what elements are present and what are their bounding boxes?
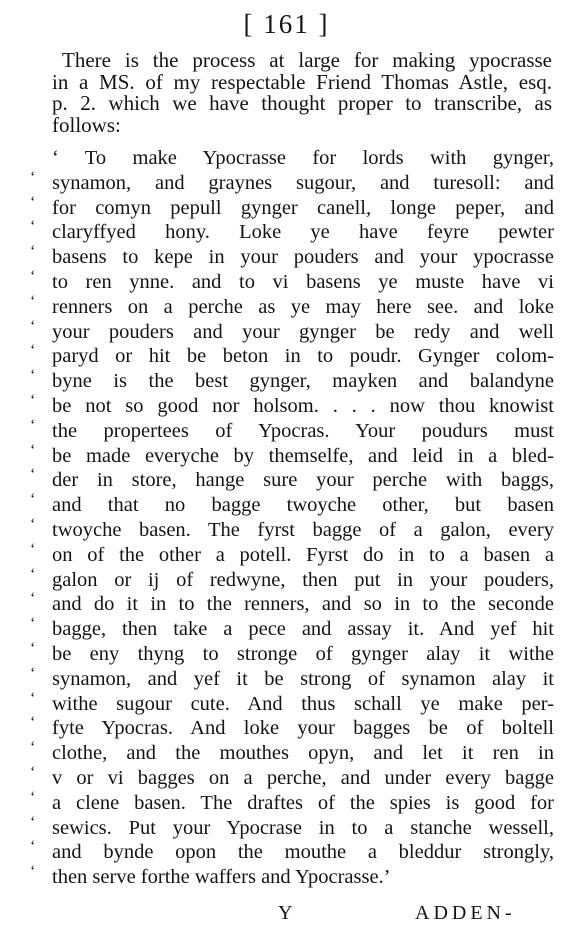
quotation-mark: ‘ [30, 739, 36, 757]
quotation-mark: ‘ [30, 292, 36, 310]
quote-line-text: withe sugour cute. And thus schall ye make per- [52, 692, 554, 715]
quotation-mark: ‘ [30, 441, 36, 459]
quote-line-text: paryd or hit be beton in to poudr. Gynger colom- [52, 345, 554, 368]
quote-line [30, 664, 554, 692]
quote-line-text: be eny thyng to stronge of gynger alay it withe [52, 642, 554, 665]
signature-mark: Y [278, 902, 293, 924]
intro-line: p. 2. which we have thought proper to transcribe, as [52, 91, 552, 116]
quote-line [30, 267, 554, 295]
quote-line-text: and bynde opon the mouthe a bleddur strongly, [52, 841, 554, 864]
quote-line-text: on of the other a potell. Fyrst do in to a basen a [52, 543, 554, 566]
quote-line [30, 243, 554, 270]
quotation-mark: ‘ [30, 639, 36, 657]
quote-line [30, 739, 554, 766]
quote-line-text: to ren ynne. and to vi basens ye muste have vi [52, 270, 554, 293]
quote-line-text: be not so good nor holsom. . . . now thou knowist [52, 394, 554, 417]
quote-line-text: byne is the best gynger, mayken and balandyne [52, 370, 554, 393]
quote-line-text: and do it in to the renners, and so in to the seconde [52, 593, 554, 616]
catchword: ADDEN- [415, 902, 516, 924]
quote-line [30, 540, 554, 568]
quote-line-text: sewics. Put your Ypocrase in to a stanche wessell, [52, 816, 554, 839]
quotation-mark: ‘ [30, 243, 36, 261]
quote-line-text: v or vi bagges on a perche, and under every bagge [52, 766, 554, 789]
quotation-mark: ‘ [30, 218, 36, 236]
quote-line-text: the propertees of Ypocras. Your poudurs must [52, 419, 554, 442]
quotation-mark: ‘ [30, 540, 36, 558]
quotation-mark: ‘ [30, 714, 36, 732]
quote-line [30, 565, 554, 593]
quote-line [30, 168, 554, 196]
quote-line-text: ‘ To make Ypocrasse for lords with gynger, [52, 147, 554, 169]
quote-line [30, 441, 554, 469]
quote-line [30, 615, 554, 642]
quote-line [30, 515, 554, 543]
page-number: [ 161 ] [243, 9, 330, 39]
quotation-mark: ‘ [30, 763, 36, 781]
quote-line [30, 788, 554, 816]
quote-line [30, 639, 554, 667]
quotation-mark: ‘ [30, 391, 36, 409]
quotation-mark: ‘ [30, 664, 36, 682]
quotation-mark: ‘ [30, 267, 36, 285]
quotation-mark: ‘ [30, 367, 36, 385]
quote-line [30, 838, 554, 865]
intro-line: There is the process at large for making ypocrasse [62, 48, 552, 72]
quotation-mark: ‘ [30, 813, 36, 831]
quote-line-text: synamon, and yef it be strong of synamon alay it [52, 667, 554, 690]
quotation-mark: ‘ [30, 342, 36, 360]
quote-line-text: and that no bagge twoyche other, but basen [52, 494, 554, 517]
quote-line-text: be made everyche by themselfe, and leid in a bled- [52, 444, 554, 467]
quotation-mark: ‘ [30, 193, 36, 211]
quote-line-text: bagge, then take a pece and assay it. And yef hit [52, 618, 554, 641]
quote-line-text: synamon, and graynes sugour, and turesoll: and [52, 171, 554, 194]
quotation-mark: ‘ [30, 838, 36, 856]
quote-line [30, 292, 554, 320]
quote-line [30, 342, 554, 369]
quote-line [30, 863, 554, 890]
quote-line-text: der in store, hange sure your perche with baggs, [52, 469, 554, 492]
quotation-mark: ‘ [30, 788, 36, 806]
quotation-mark: ‘ [30, 168, 36, 186]
quote-line-text: basens to kepe in your pouders and your ypocrasse [52, 246, 554, 269]
quote-line-text: galon or ij of redwyne, then put in your pouders, [52, 568, 554, 591]
quote-line [40, 146, 554, 171]
quote-line [30, 193, 554, 221]
quote-line-text: clothe, and the mouthes opyn, and let it ren in [52, 742, 554, 765]
quotation-mark: ‘ [30, 615, 36, 633]
quote-line-text: renners on a perche as ye may here see. and loke [52, 295, 554, 318]
quoted-recipe [30, 146, 554, 890]
quote-line-text: fyte Ypocras. And loke your bagges be of boltell [52, 717, 554, 740]
quote-line [30, 391, 554, 419]
quote-line [30, 218, 554, 245]
quote-line [30, 491, 554, 518]
page-footer [0, 902, 573, 932]
quote-line [30, 590, 554, 617]
quotation-mark: ‘ [30, 565, 36, 583]
quote-line-text: twoyche basen. The fyrst bagge of a galon, every [52, 518, 554, 541]
quote-line [30, 714, 554, 741]
quote-line-text: then serve forthe waffers and Ypocrasse.’ [52, 866, 391, 889]
quote-line [30, 689, 554, 717]
quote-line [30, 763, 554, 791]
intro-line: follows: [52, 112, 121, 137]
intro-line: in a MS. of my respectable Friend Thomas Astle, esq. [52, 69, 552, 94]
quotation-mark: ‘ [30, 590, 36, 608]
quote-line [30, 466, 554, 493]
quote-line [30, 317, 554, 345]
quotation-mark: ‘ [30, 689, 36, 707]
quote-line-text: for comyn pepull gynger canell, longe peper, and [52, 196, 554, 219]
quotation-mark: ‘ [30, 317, 36, 335]
quote-line [30, 416, 554, 444]
quote-line [30, 813, 554, 841]
quote-line [30, 367, 554, 394]
quote-line-text: a clene basen. The draftes of the spies is good for [52, 791, 554, 814]
quotation-mark: ‘ [30, 863, 36, 881]
quote-line-text: claryffyed hony. Loke ye have feyre pewter [52, 221, 554, 244]
quotation-mark: ‘ [30, 515, 36, 533]
quotation-mark: ‘ [30, 491, 36, 509]
quote-line-text: your pouders and your gynger be redy and well [52, 320, 554, 343]
quotation-mark: ‘ [30, 466, 36, 484]
intro-paragraph [52, 50, 552, 136]
quotation-mark: ‘ [30, 416, 36, 434]
